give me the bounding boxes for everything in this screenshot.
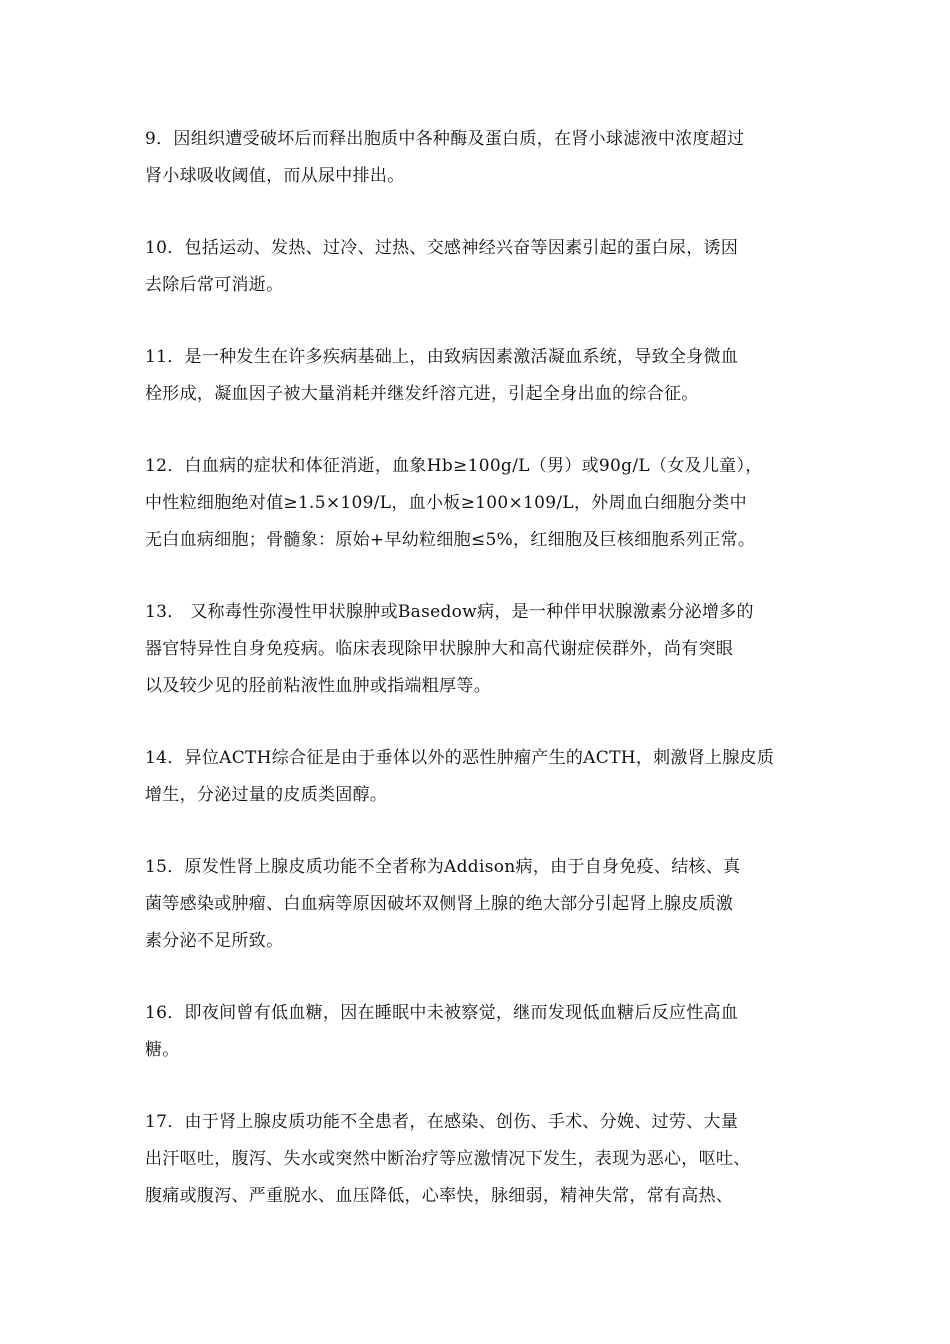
text-line: 14．异位ACTH综合征是由于垂体以外的恶性肿瘤产生的ACTH，刺激肾上腺皮质 xyxy=(145,748,775,768)
text-line: 腹痛或腹泻、严重脱水、血压降低，心率快，脉细弱，精神失常，常有高热、 xyxy=(145,1186,734,1206)
paragraph-item-14 xyxy=(145,740,815,814)
text-line: 出汗呕吐，腹泻、失水或突然中断治疗等应激情况下发生，表现为恶心，呕吐、 xyxy=(145,1149,751,1169)
text-line: 中性粒细胞绝对值≥1.5×109/L，血小板≥100×109/L，外周血白细胞分类中 xyxy=(145,493,747,513)
text-line: 10．包括运动、发热、过冷、过热、交感神经兴奋等因素引起的蛋白尿，诱因 xyxy=(145,238,739,258)
paragraph-item-16 xyxy=(145,995,815,1069)
text-line: 11．是一种发生在许多疾病基础上，由致病因素激活凝血系统，导致全身微血 xyxy=(145,347,739,367)
text-line: 器官特异性自身免疫病。临床表现除甲状腺肿大和高代谢症侯群外，尚有突眼 xyxy=(145,639,734,659)
text-line: 菌等感染或肿瘤、白血病等原因破坏双侧肾上腺的绝大部分引起肾上腺皮质激 xyxy=(145,894,734,914)
paragraph-item-9 xyxy=(145,121,815,195)
text-line: 无白血病细胞；骨髓象：原始+早幼粒细胞≤5%，红细胞及巨核细胞系列正常。 xyxy=(145,530,756,550)
text-line: 肾小球吸收阈值，而从尿中排出。 xyxy=(145,166,405,186)
text-line: 以及较少见的胫前粘液性血肿或指端粗厚等。 xyxy=(145,676,491,696)
text-line: 素分泌不足所致。 xyxy=(145,931,284,951)
text-line: 12．白血病的症状和体征消逝，血象Hb≥100g/L（男）或90g/L（女及儿童）， xyxy=(145,456,763,476)
text-line: 16．即夜间曾有低血糖，因在睡眠中未被察觉，继而发现低血糖后反应性高血 xyxy=(145,1003,739,1023)
text-line: 15．原发性肾上腺皮质功能不全者称为Addison病，由于自身免疫、结核、真 xyxy=(145,857,741,877)
text-line: 13． 又称毒性弥漫性甲状腺肿或Basedow病，是一种伴甲状腺激素分泌增多的 xyxy=(145,602,754,622)
text-line: 增生，分泌过量的皮质类固醇。 xyxy=(145,785,388,805)
text-line: 糖。 xyxy=(145,1040,180,1060)
paragraph-item-11 xyxy=(145,339,815,413)
paragraph-item-10 xyxy=(145,230,815,304)
paragraph-item-13 xyxy=(145,594,815,705)
document-body xyxy=(145,121,815,1250)
paragraph-item-12 xyxy=(145,448,815,559)
paragraph-item-15 xyxy=(145,849,815,960)
text-line: 9．因组织遭受破坏后而释出胞质中各种酶及蛋白质，在肾小球滤液中浓度超过 xyxy=(145,129,745,149)
text-line: 去除后常可消逝。 xyxy=(145,275,284,295)
paragraph-item-17 xyxy=(145,1104,815,1215)
text-line: 17．由于肾上腺皮质功能不全患者，在感染、创伤、手术、分娩、过劳、大量 xyxy=(145,1112,739,1132)
text-line: 栓形成，凝血因子被大量消耗并继发纤溶亢进，引起全身出血的综合征。 xyxy=(145,384,699,404)
